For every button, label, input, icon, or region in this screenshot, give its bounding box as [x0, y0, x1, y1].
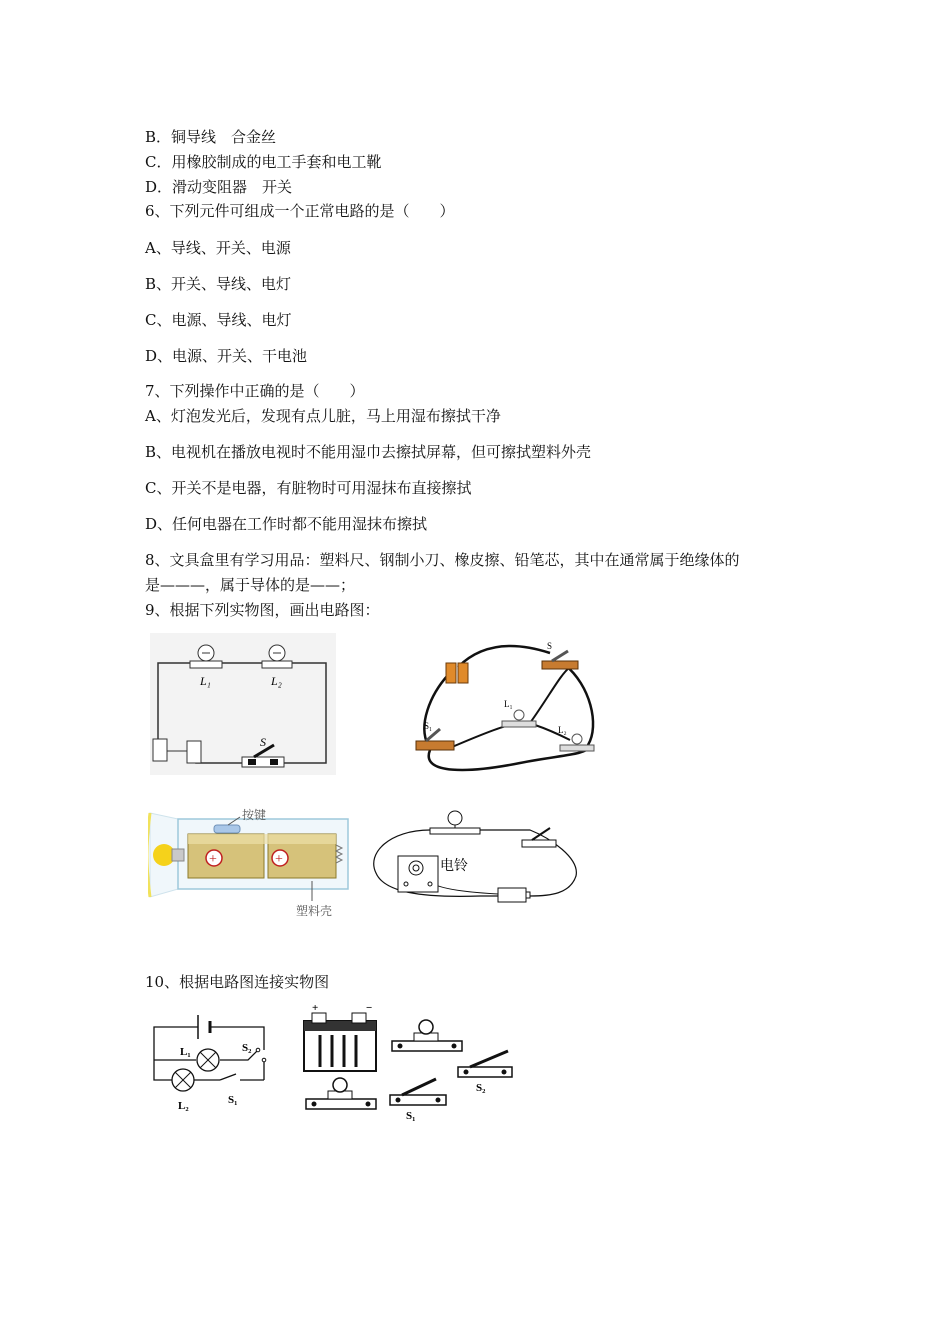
label-plastic-shell: 塑料壳	[296, 904, 333, 918]
q6-option-b: B、开关、导线、电灯	[145, 275, 292, 293]
q5-option-b: B．铜导线 合金丝	[145, 128, 277, 146]
q6-option-d: D、电源、开关、干电池	[145, 347, 308, 365]
lamp-holder-1-icon	[392, 1020, 462, 1051]
label-l1: L₁	[504, 699, 513, 709]
figure-circuit-diagram	[150, 1005, 272, 1117]
question-6: 6、下列元件可组成一个正常电路的是（ ）	[145, 202, 455, 220]
question-8-line-1: 8、文具盒里有学习用品：塑料尺、钢制小刀、橡皮擦、铅笔芯，其中在通常属于绝缘体的	[145, 551, 740, 569]
switch-s2-icon	[458, 1051, 512, 1077]
switch-s1-icon	[416, 729, 454, 750]
plus-sign-1: +	[209, 852, 217, 867]
switch-s-icon	[542, 651, 578, 669]
figure-components-to-connect	[298, 1003, 520, 1123]
label-s: S	[547, 641, 553, 651]
question-10: 10、根据电路图连接实物图	[145, 973, 330, 991]
q5-option-d: D．滑动变阻器 开关	[145, 178, 293, 196]
label-l1: L₁	[180, 1046, 191, 1058]
battery-plus-sign: +	[312, 1003, 319, 1014]
label-electric-bell: 电铃	[440, 858, 468, 874]
label-s: S	[260, 735, 266, 749]
battery-minus-sign: −	[366, 1003, 373, 1014]
q7-option-a: A、灯泡发光后，发现有点儿脏，马上用湿布擦拭干净	[145, 407, 501, 425]
label-button: 按键	[242, 808, 267, 822]
battery-box-icon	[304, 1003, 376, 1071]
label-s2: S₂	[476, 1082, 486, 1094]
label-s2: S₂	[242, 1042, 252, 1054]
battery-symbol-icon	[198, 1015, 210, 1039]
label-s1: S₁	[406, 1110, 416, 1122]
figure-real-circuit-loop	[410, 635, 610, 775]
question-8-line-2: 是———，属于导体的是——；	[145, 576, 356, 594]
lamp-holder-2-icon	[306, 1078, 376, 1109]
q7-option-b: B、电视机在播放电视时不能用湿巾去擦拭屏幕，但可擦拭塑料外壳	[145, 443, 592, 461]
label-l1: L₁	[200, 674, 211, 688]
lamp-l1-icon	[502, 710, 536, 727]
figure-series-circuit	[150, 633, 336, 775]
label-l2: L₂	[271, 674, 282, 688]
figure-bell-circuit	[370, 808, 585, 908]
question-7: 7、下列操作中正确的是（ ）	[145, 382, 365, 400]
battery-pair-icon	[446, 663, 468, 683]
button-icon	[214, 825, 240, 833]
switch-icon	[522, 828, 556, 847]
q7-option-d: D、任何电器在工作时都不能用湿抹布擦拭	[145, 515, 428, 533]
plus-sign-2: +	[275, 852, 283, 867]
question-9: 9、根据下列实物图，画出电路图：	[145, 601, 380, 619]
q6-option-c: C、电源、导线、电灯	[145, 311, 292, 329]
label-l2: L₂	[558, 725, 567, 735]
switch-s1-icon	[390, 1079, 446, 1105]
q6-option-a: A、导线、开关、电源	[145, 239, 291, 257]
label-s1: S₁	[424, 721, 433, 731]
label-s1: S₁	[228, 1094, 238, 1106]
electric-bell-icon	[398, 856, 438, 892]
q5-option-c: C．用橡胶制成的电工手套和电工靴	[145, 153, 382, 171]
lamp-l1-symbol-icon	[197, 1049, 219, 1071]
lamp-l2-symbol-icon	[172, 1069, 194, 1091]
label-l2: L₂	[178, 1100, 189, 1112]
lamp-icon	[430, 811, 480, 834]
q7-option-c: C、开关不是电器，有脏物时可用湿抹布直接擦拭	[145, 479, 472, 497]
battery-icon	[498, 888, 530, 902]
figure-flashlight	[148, 805, 358, 920]
